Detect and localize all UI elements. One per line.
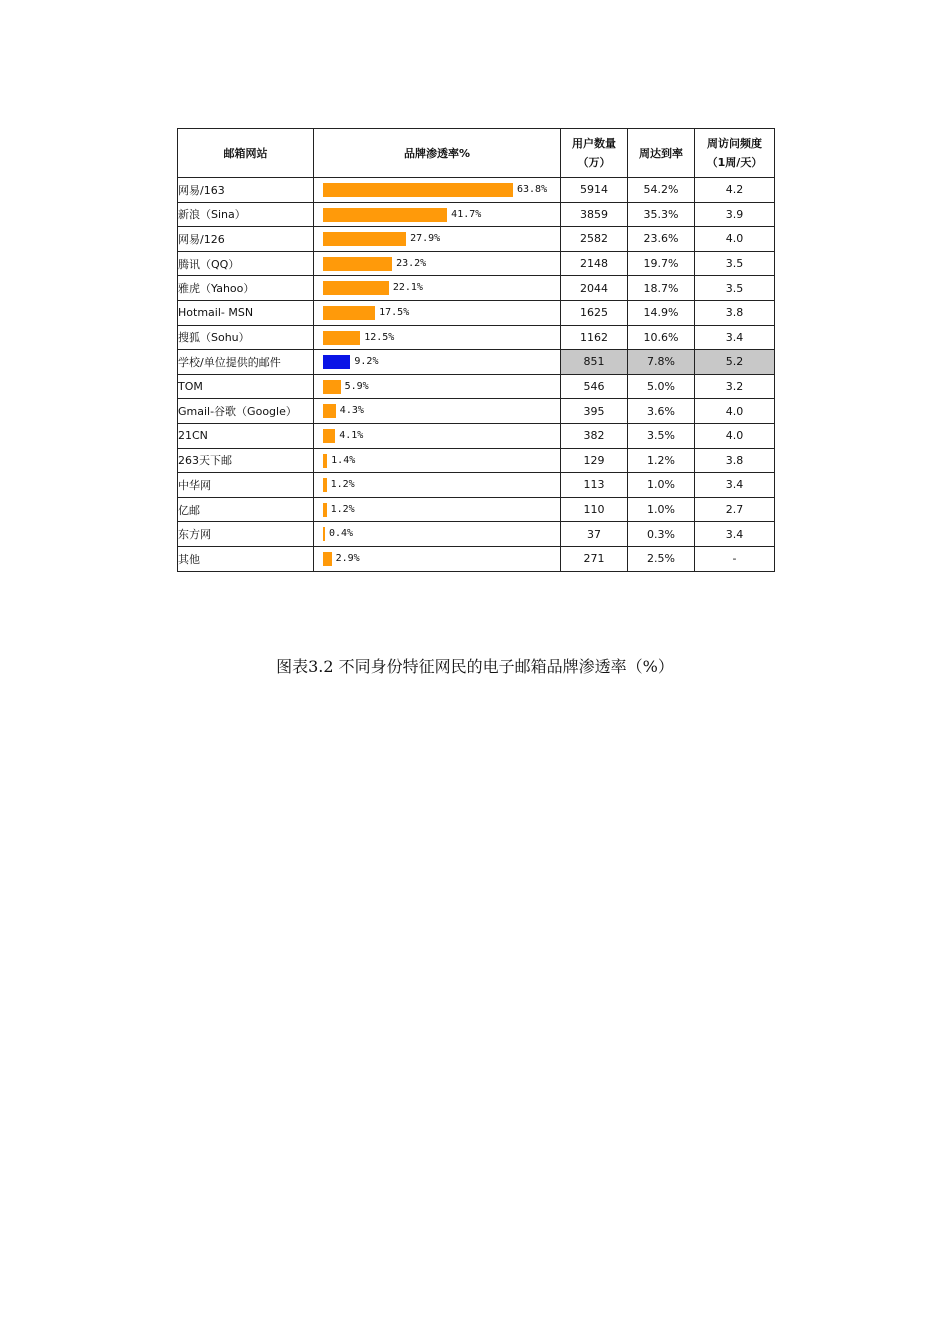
- site-name-cell: 新浪（Sina）: [178, 202, 314, 227]
- penetration-label: 41.7%: [451, 208, 482, 220]
- weekly-reach-cell: 1.0%: [628, 473, 695, 498]
- penetration-bar: [323, 331, 360, 345]
- frequency-cell: 3.5: [695, 251, 775, 276]
- penetration-cell: [314, 227, 561, 252]
- site-name-cell: 263天下邮: [178, 448, 314, 473]
- frequency-cell: 3.9: [695, 202, 775, 227]
- frequency-cell: 2.7: [695, 497, 775, 522]
- penetration-cell: [314, 202, 561, 227]
- penetration-bar: [323, 183, 513, 197]
- penetration-cell: [314, 374, 561, 399]
- frequency-cell: 4.0: [695, 227, 775, 252]
- users-cell: 271: [561, 546, 628, 571]
- users-cell: 2148: [561, 251, 628, 276]
- table-row: [178, 522, 775, 547]
- weekly-reach-cell: 23.6%: [628, 227, 695, 252]
- site-name-cell: 东方网: [178, 522, 314, 547]
- penetration-label: 22.1%: [392, 282, 423, 294]
- table-row: [178, 497, 775, 522]
- penetration-label: 1.2%: [330, 479, 355, 491]
- penetration-cell: [314, 178, 561, 203]
- table-row: [178, 276, 775, 301]
- site-name-cell: Gmail-谷歌（Google）: [178, 399, 314, 424]
- table-row: [178, 473, 775, 498]
- weekly-reach-cell: 1.0%: [628, 497, 695, 522]
- penetration-bar: [323, 454, 327, 468]
- header-freq-line1: 周访问频度: [707, 137, 762, 150]
- weekly-reach-cell: 35.3%: [628, 202, 695, 227]
- penetration-label: 12.5%: [364, 331, 395, 343]
- users-cell: 2582: [561, 227, 628, 252]
- penetration-bar: [323, 404, 336, 418]
- site-name-cell: 其他: [178, 546, 314, 571]
- table-row: [178, 423, 775, 448]
- frequency-cell: 3.8: [695, 300, 775, 325]
- users-cell: 110: [561, 497, 628, 522]
- header-freq-line2: （1周/天）: [706, 156, 763, 169]
- penetration-label: 5.9%: [344, 380, 369, 392]
- weekly-reach-cell: 18.7%: [628, 276, 695, 301]
- site-name-cell: Hotmail- MSN: [178, 300, 314, 325]
- frequency-cell: 3.4: [695, 473, 775, 498]
- table-row: [178, 227, 775, 252]
- table-row: [178, 350, 775, 375]
- table-header-row: [178, 129, 775, 178]
- weekly-reach-cell: 2.5%: [628, 546, 695, 571]
- site-name-cell: 中华网: [178, 473, 314, 498]
- frequency-cell: 3.8: [695, 448, 775, 473]
- weekly-reach-cell: 7.8%: [628, 350, 695, 375]
- penetration-cell: [314, 473, 561, 498]
- site-name-cell: 腾讯（QQ）: [178, 251, 314, 276]
- site-name-cell: 21CN: [178, 423, 314, 448]
- penetration-bar: [323, 380, 341, 394]
- table-row: [178, 178, 775, 203]
- frequency-cell: -: [695, 546, 775, 571]
- users-cell: 1625: [561, 300, 628, 325]
- users-cell: 129: [561, 448, 628, 473]
- frequency-cell: 4.2: [695, 178, 775, 203]
- header-penetration: 品牌渗透率%: [314, 129, 561, 178]
- site-name-cell: 搜狐（Sohu）: [178, 325, 314, 350]
- header-users: [561, 129, 628, 178]
- penetration-label: 4.3%: [339, 405, 364, 417]
- penetration-label: 2.9%: [335, 552, 360, 564]
- weekly-reach-cell: 19.7%: [628, 251, 695, 276]
- penetration-bar: [323, 306, 375, 320]
- penetration-bar: [323, 232, 406, 246]
- table-row: [178, 399, 775, 424]
- penetration-cell: [314, 399, 561, 424]
- users-cell: 5914: [561, 178, 628, 203]
- weekly-reach-cell: 54.2%: [628, 178, 695, 203]
- penetration-cell: [314, 325, 561, 350]
- penetration-bar: [323, 281, 389, 295]
- header-frequency: [695, 129, 775, 178]
- penetration-bar: [323, 478, 327, 492]
- penetration-bar: [323, 208, 447, 222]
- table-row: [178, 325, 775, 350]
- header-site: 邮箱网站: [178, 129, 314, 178]
- frequency-cell: 4.0: [695, 423, 775, 448]
- users-cell: 3859: [561, 202, 628, 227]
- figure-caption: 图表3.2 不同身份特征网民的电子邮箱品牌渗透率（%）: [276, 657, 674, 676]
- table-row: [178, 202, 775, 227]
- penetration-cell: [314, 522, 561, 547]
- site-name-cell: TOM: [178, 374, 314, 399]
- brand-penetration-table: [177, 128, 775, 572]
- penetration-bar: [323, 355, 350, 369]
- weekly-reach-cell: 0.3%: [628, 522, 695, 547]
- weekly-reach-cell: 10.6%: [628, 325, 695, 350]
- penetration-label: 63.8%: [517, 184, 548, 195]
- penetration-label: 9.2%: [354, 356, 379, 368]
- penetration-bar: [323, 503, 327, 517]
- weekly-reach-cell: 1.2%: [628, 448, 695, 473]
- header-weekly-reach: 周达到率: [628, 129, 695, 178]
- penetration-label: 17.5%: [379, 306, 410, 318]
- users-cell: 1162: [561, 325, 628, 350]
- penetration-cell: [314, 448, 561, 473]
- users-cell: 2044: [561, 276, 628, 301]
- penetration-cell: [314, 423, 561, 448]
- penetration-bar: [323, 527, 325, 541]
- table-row: [178, 300, 775, 325]
- penetration-label: 1.4%: [331, 454, 356, 466]
- frequency-cell: 3.2: [695, 374, 775, 399]
- table-row: [178, 448, 775, 473]
- table-body: [178, 178, 775, 572]
- penetration-bar: [323, 257, 392, 271]
- table-row: [178, 546, 775, 571]
- table-row: [178, 251, 775, 276]
- site-name-cell: 雅虎（Yahoo）: [178, 276, 314, 301]
- penetration-cell: [314, 251, 561, 276]
- penetration-label: 1.2%: [330, 503, 355, 515]
- frequency-cell: 3.4: [695, 325, 775, 350]
- penetration-label: 23.2%: [396, 257, 427, 269]
- users-cell: 37: [561, 522, 628, 547]
- penetration-cell: [314, 300, 561, 325]
- frequency-cell: 4.0: [695, 399, 775, 424]
- header-users-line2: （万）: [577, 156, 611, 169]
- penetration-cell: [314, 497, 561, 522]
- penetration-cell: [314, 350, 561, 375]
- frequency-cell: 5.2: [695, 350, 775, 375]
- penetration-bar: [323, 429, 335, 443]
- users-cell: 113: [561, 473, 628, 498]
- penetration-label: 0.4%: [329, 528, 354, 540]
- users-cell: 546: [561, 374, 628, 399]
- site-name-cell: 亿邮: [178, 497, 314, 522]
- users-cell: 382: [561, 423, 628, 448]
- table-row: [178, 374, 775, 399]
- penetration-label: 27.9%: [410, 233, 441, 245]
- weekly-reach-cell: 3.5%: [628, 423, 695, 448]
- header-users-line1: 用户数量: [572, 137, 616, 150]
- frequency-cell: 3.5: [695, 276, 775, 301]
- penetration-cell: [314, 546, 561, 571]
- penetration-bar: [323, 552, 332, 566]
- site-name-cell: 网易/163: [178, 178, 314, 203]
- site-name-cell: 网易/126: [178, 227, 314, 252]
- penetration-cell: [314, 276, 561, 301]
- weekly-reach-cell: 5.0%: [628, 374, 695, 399]
- site-name-cell: 学校/单位提供的邮件: [178, 350, 314, 375]
- users-cell: 395: [561, 399, 628, 424]
- weekly-reach-cell: 14.9%: [628, 300, 695, 325]
- users-cell: 851: [561, 350, 628, 375]
- penetration-label: 4.1%: [339, 429, 364, 441]
- weekly-reach-cell: 3.6%: [628, 399, 695, 424]
- frequency-cell: 3.4: [695, 522, 775, 547]
